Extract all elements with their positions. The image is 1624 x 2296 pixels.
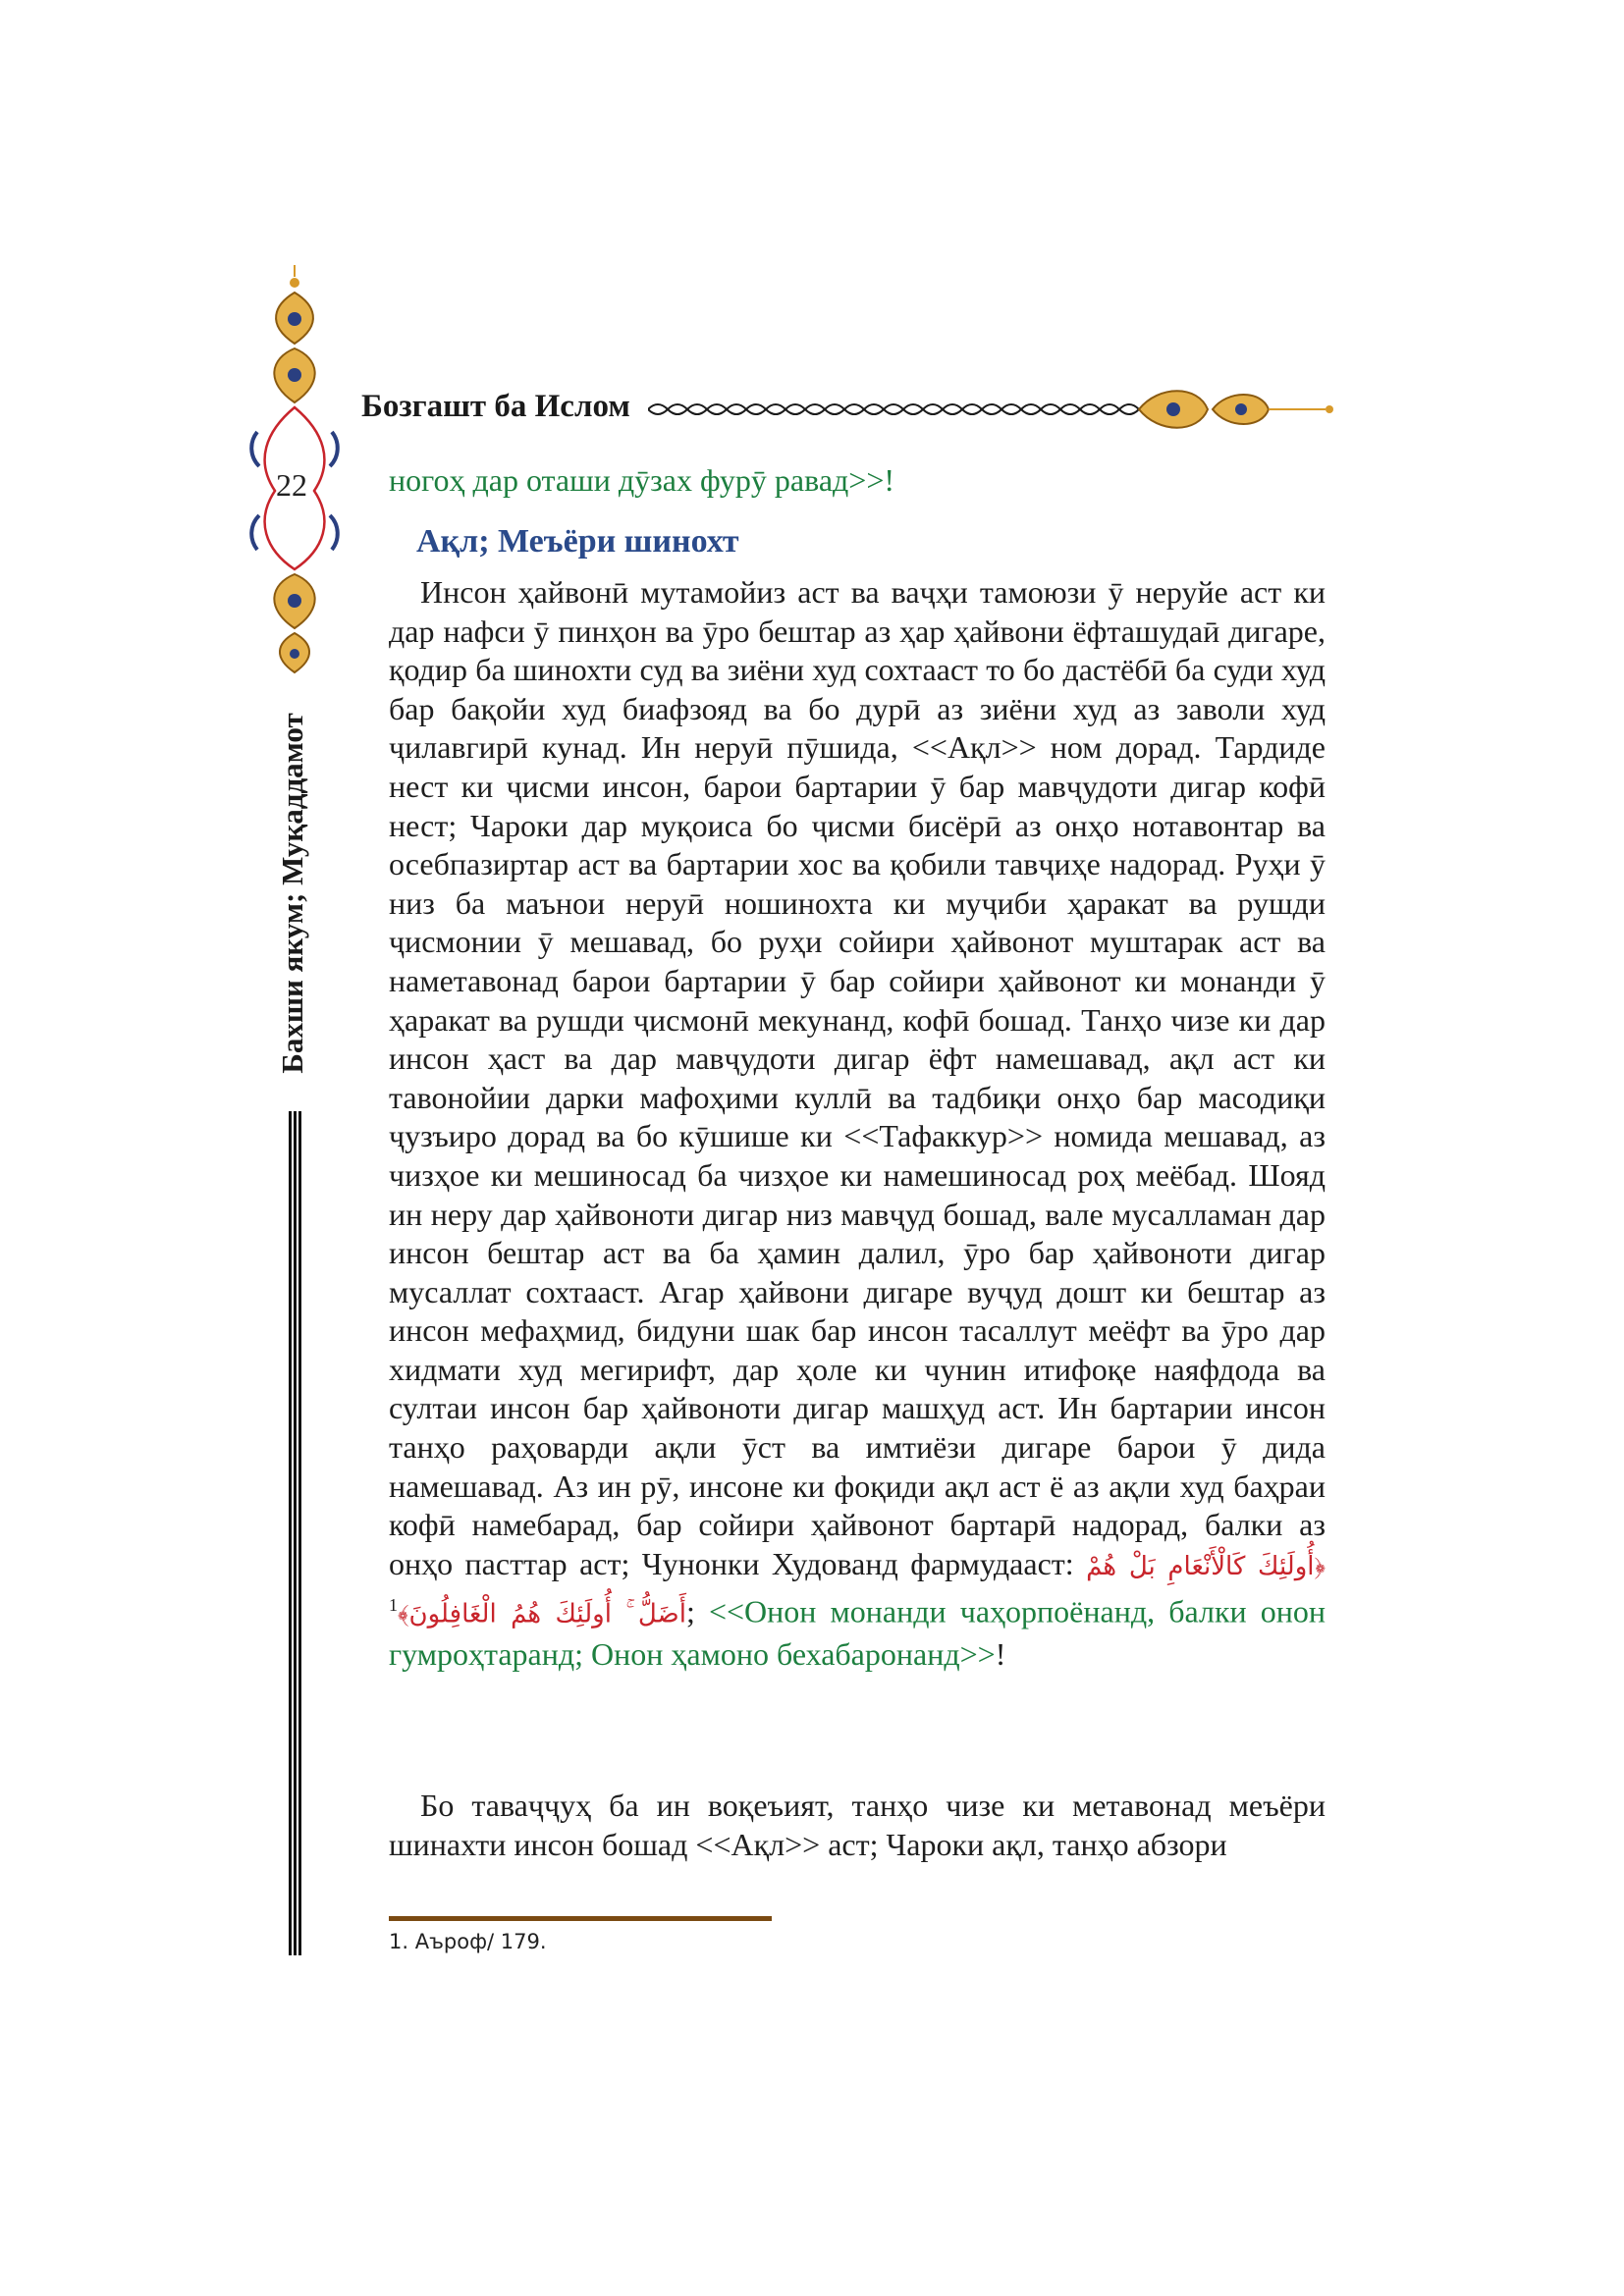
footnote-divider — [389, 1916, 772, 1921]
translation-end: ! — [995, 1635, 1006, 1672]
paragraph-1-text: Инсон ҳайвонӣ мутамойиз аст ва ваҷҳи тамоюзи ӯ неруйе аст ки дар нафси ӯ пинҳон ва ӯро бештар аз ҳар ҳайвони ёфташудаӣ дигаре, қодир ба шинохти суд ва зиёни худ сохтааст то бо дастёбӣ ба суди худ бар бақойи худ биафзояд ва бо дурӣ аз зиёни худ аз заволи худ ҷилавгирӣ кунад. Ин неруӣ пӯшида, <<Ақл>> ном дорад. Тардиде нест ки ҷисми инсон, барои бартарии ӯ бар мавҷудоти дигар кофӣ нест; Чароки дар муқоиса бо ҷисми бисёрӣ аз онҳо нотавонтар ва осебпазиртар аст ва бартарии хос ва қобили тавҷиҳе надорад. Руҳи ӯ низ ба маънои неруӣ ношинохта ки муҷиби ҳаракат ва рушди ҷисмонии ӯ мешавад, бо руҳи сойири ҳайвонот муштарак аст ва наметавонад барои бартарии ӯ бар сойири ҳайвонот ки монанди ӯ ҳаракат ва рушди ҷисмонӣ мекунанд, кофӣ бошад. Танҳо чизе ки дар инсон ҳаст ва дар мавҷудоти дигар ёфт намешавад, ақл аст ки тавонойии дарки мафоҳими куллӣ ва тадбиқи онҳо бар масодиқи ҷузъиро дорад ва бо кӯшише ки <<Тафаккур>> номида мешавад, аз чизҳое ки мешиносад ба чизҳое ки намешиносад роҳ меёбад. Шояд ин неру дар ҳайвоноти дигар низ мавҷуд бошад, вале мусалламан дар инсон бештар аст ва ба ҳамин далил, ӯро бар ҳайвоноти дигар мусаллат сохтааст. Агар ҳайвони дигаре вуҷуд дошт ки бештар аз инсон мефаҳмид, бидуни шак бар инсон тасаллут меёфт ва ӯро дар хидмати худ мегирифт, дар ҳоле ки чунин итифоқе наяфдода ва султаи инсон бар ҳайвоноти дигар машҳуд аст. Ин бартарии инсон танҳо раҳоварди ақли ӯст ва имтиёзи дигаре барои ӯ дида намешавад. Аз ин рӯ, инсоне ки фоқиди ақл аст ё аз ақли худ баҳраи кофӣ намебарад, бар сойири ҳайвонот бартарӣ надорад, балки аз онҳо пасттар аст; Чунонки Худованд фармудааст: — [389, 574, 1326, 1581]
separator: ; — [685, 1594, 695, 1630]
footnote-marker[interactable]: 1 — [389, 1595, 398, 1616]
side-running-title: Бахши якум; Муқаддамот — [275, 713, 309, 1074]
footnote-text: 1. Аъроф/ 179. — [389, 1930, 547, 1953]
side-title-container — [267, 677, 318, 1109]
section-heading: Ақл; Меъёри шинохт — [416, 523, 739, 560]
paragraph-2-text: Бо таваҷҷуҳ ба ин воқеъият, танҳо чизе ки метавонад меъёри шинахти инсон бошад <<Ақл>> аст; Чароки ақл, танҳо абзори — [389, 1788, 1326, 1862]
page-number: 22 — [276, 467, 307, 503]
paragraph-second — [389, 1787, 1326, 1864]
continuation-quote — [389, 461, 1326, 501]
verse-translation: <<Онон монанди чаҳорпоёнанд, балки онон гумроҳтаранд; Онон ҳамоно бехабаронанд>> — [389, 1594, 1326, 1672]
continuation-text: ногоҳ дар оташи дӯзах фурӯ равад>>! — [389, 462, 895, 498]
header-ornament-line — [648, 385, 1335, 434]
arabic-verse: ﴿أُولَئِكَ كَالْأَنْعَامِ بَلْ هُمْ أَضَلُّ ۚ أُولَئِكَ هُمُ الْغَافِلُونَ﴾ — [398, 1551, 1326, 1630]
side-decorative-bar — [289, 1111, 301, 1955]
paragraph-main — [389, 573, 1326, 1674]
running-header-title: Бозгашт ба Ислом — [361, 389, 630, 424]
